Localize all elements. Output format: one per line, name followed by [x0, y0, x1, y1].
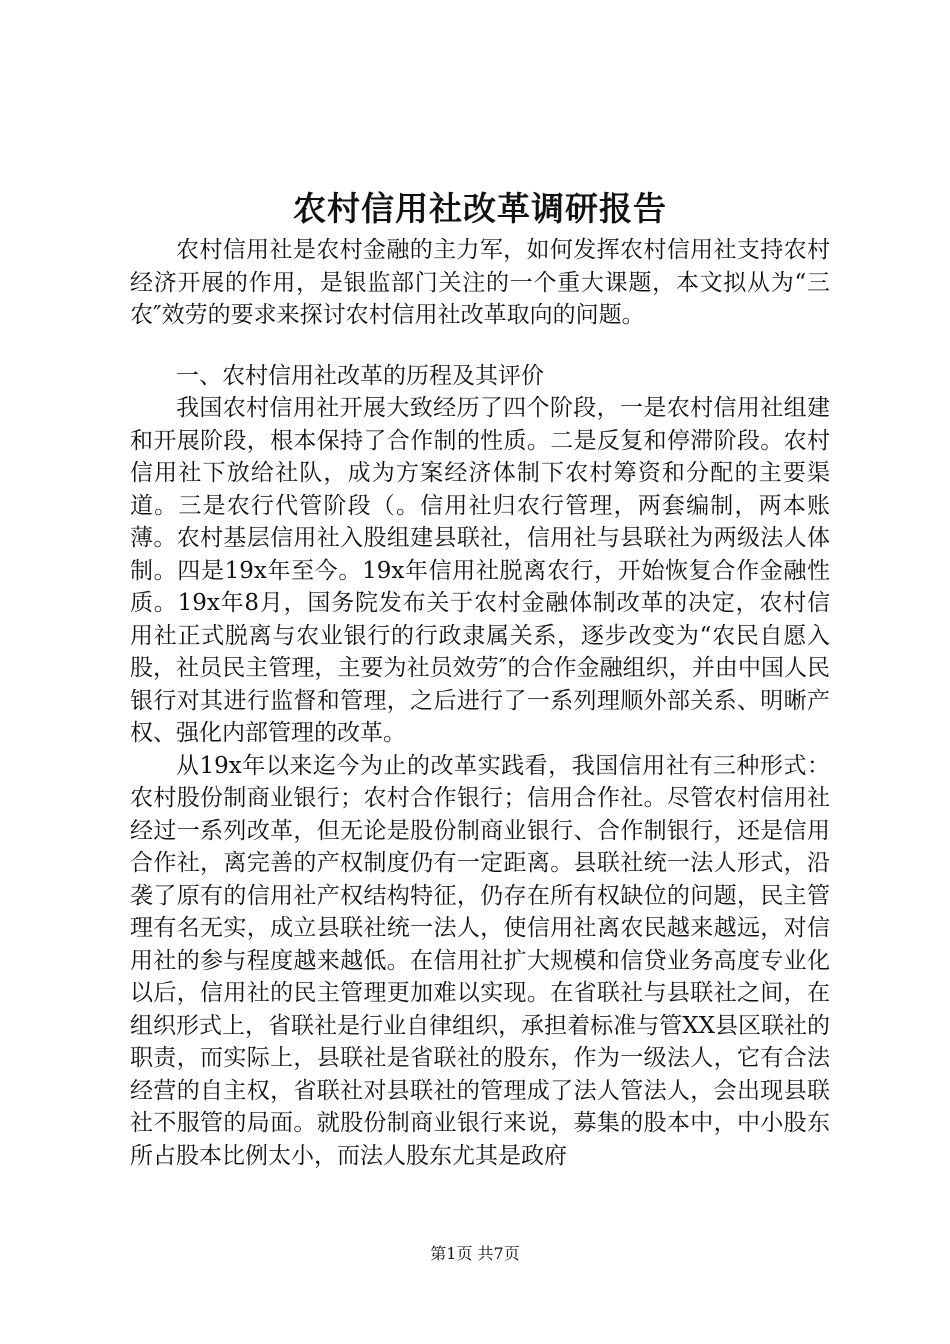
page-footer: 第1页 共7页 — [430, 1244, 520, 1263]
document-page — [130, 186, 830, 1172]
document-title: 农村信用社改革调研报告 — [293, 189, 667, 228]
body-paragraph-1: 我国农村信用社开展大致经历了四个阶段，一是农村信用社组建和开展阶段，根本保持了合作制的性质。二是反复和停滞阶段。农村信用社下放给社队，成为方案经济体制下农村筹资和分配的主要渠道。三是农行代管阶段（。信用社归农行管理，两套编制，两本账薄。农村基层信用社入股组建县联社，信用社与县联社为两级法人体制。四是19x年至今。19x年信用社脱离农行，开始恢复合作金融性质。19x年8月，国务院发布关于农村金融体制改革的决定，农村信用社正式脱离与农业银行的行政隶属关系，逐步改变为“农民自愿入股，社员民主管理，主要为社员效劳″的合作金融组织，并由中国人民银行对其进行监督和管理，之后进行了一系列理顺外部关系、明晰产权、强化内部管理的改革。 — [130, 395, 830, 746]
section-heading: 一、农村信用社改革的历程及其评价 — [176, 362, 544, 389]
intro-paragraph: 农村信用社是农村金融的主力军，如何发挥农村信用社支持农村经济开展的作用，是银监部门关注的一个重大课题，本文拟从为“三农″效劳的要求来探讨农村信用社改革取向的问题。 — [130, 237, 830, 328]
body-paragraph-2: 从19x年以来迄今为止的改革实践看，我国信用社有三种形式：农村股份制商业银行；农村合作银行；信用合作社。尽管农村信用社经过一系列改革，但无论是股份制商业银行、合作制银行，还是信用合作社，离完善的产权制度仍有一定距离。县联社统一法人形式，沿袭了原有的信用社产权结构特征，仍存在所有权缺位的问题，民主管理有名无实，成立县联社统一法人，使信用社离农民越来越远，对信用社的参与程度越来越低。在信用社扩大规模和信贷业务高度专业化以后，信用社的民主管理更加难以实现。在省联社与县联社之间，在组织形式上，省联社是行业自律组织，承担着标准与管XX县区联社的职责，而实际上，县联社是省联社的股东，作为一级法人，它有合法经营的自主权，省联社对县联社的管理成了法人管法人，会出现县联社不服管的局面。就股份制商业银行来说，募集的股本中，中小股东所占股本比例太小，而法人股东尤其是政府 — [130, 752, 830, 1169]
